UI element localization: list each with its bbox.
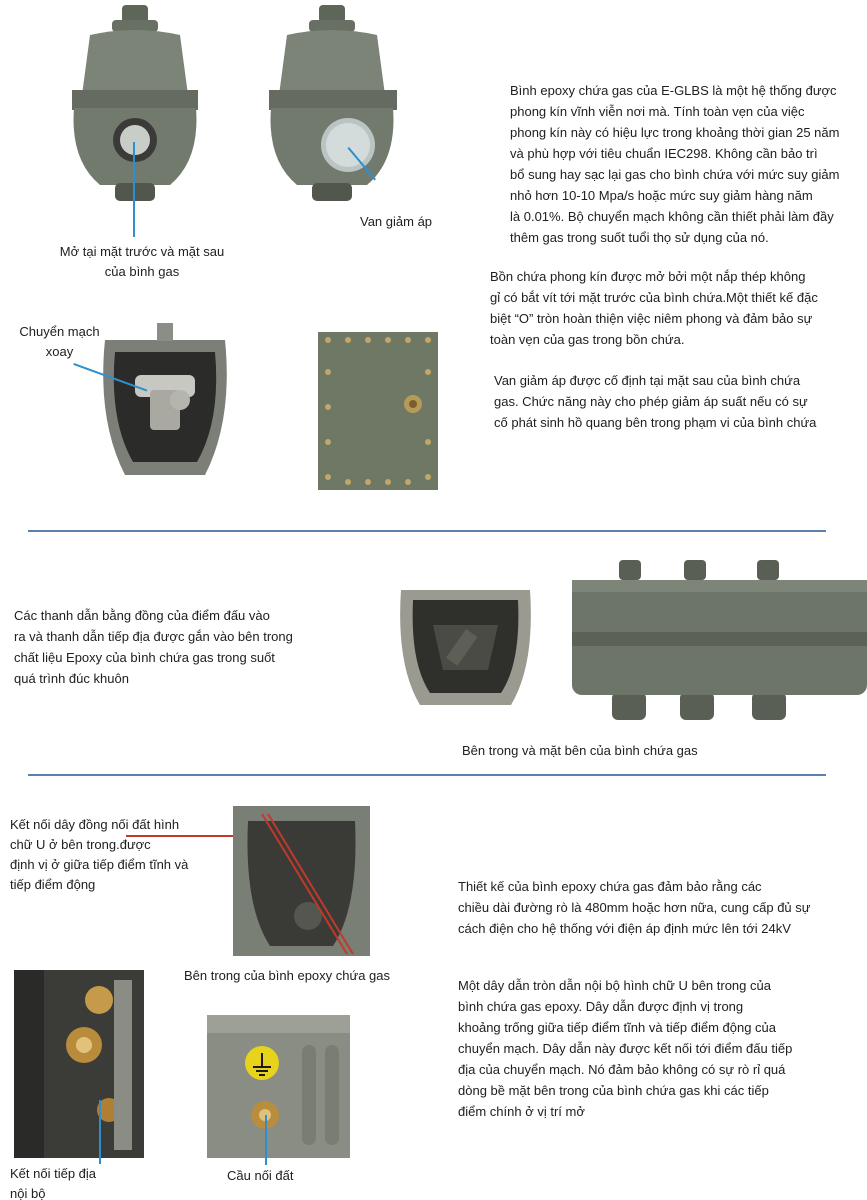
s1p1-line: bổ sung hay sạc lại gas cho bình chứa với mức suy giảm: [510, 167, 840, 182]
caption-ground-bridge: Cầu nối đất: [227, 1168, 294, 1183]
s3p2-line: điểm chính ở vị trí mở: [458, 1104, 585, 1119]
s1p2-line: toàn vẹn của gas trong bồn chứa.: [490, 332, 685, 347]
tank-front-photo: [60, 0, 210, 205]
s1p2-line: Bồn chứa phong kín được mở bởi một nắp thép không: [490, 269, 806, 284]
caption-opening-line2: của bình gas: [104, 264, 180, 279]
section2-para: [14, 605, 344, 689]
caption-switch-line1: Chuyển mạch: [19, 324, 100, 339]
leader-line-internal-ground: [99, 1100, 101, 1164]
s1p3-line: cố phát sinh hồ quang bên trong phạm vi của bình chứa: [494, 415, 817, 430]
leader-line-opening: [133, 142, 135, 237]
s1p2-line: biệt “O” tròn hoàn thiện việc niêm phong và đảm bảo sự: [490, 311, 813, 326]
tank-interior-photo: [393, 575, 538, 715]
s3p1-line: Thiết kế của bình epoxy chứa gas đảm bảo rằng các: [458, 879, 762, 894]
s3p2-line: chuyển mạch. Dây dẫn này được kết nối tới điểm đấu tiếp: [458, 1041, 793, 1056]
s1p1-line: nhỏ hơn 10-10 Mpa/s hoặc mức suy giảm hàng năm: [510, 188, 813, 203]
caption-switch-line2: xoay: [45, 344, 74, 359]
s1p2-line: gỉ có bắt vít tới mặt trước của bình chứa.Một thiết kế đặc: [490, 290, 818, 305]
caption-internal-ground: [10, 1164, 140, 1200]
section1-para2: [490, 266, 867, 350]
ground-bridge-photo: [207, 1015, 350, 1158]
s2-line: Các thanh dẫn bằng đồng của điểm đấu vào: [14, 608, 270, 623]
steel-cover-photo: [318, 332, 438, 490]
s3p2-line: địa của chuyển mạch. Nó đảm bảo không có sự rò rỉ quá: [458, 1062, 786, 1077]
tank-side-photo: [572, 552, 867, 730]
caption-copper: [10, 815, 225, 895]
s3p1-line: cách điện cho hệ thống với điện áp định mức lên tới 24kV: [458, 921, 791, 936]
s3p2-line: bình chứa gas epoxy. Dây dẫn được định vị trong: [458, 999, 744, 1014]
s3p2-line: dòng bề mặt bên trong của bình chứa gas khi các tiếp: [458, 1083, 769, 1098]
section1-para1: [510, 80, 867, 248]
s1p1-line: phong kín vĩnh viễn nơi mà. Tính toàn vẹn của việc: [510, 104, 805, 119]
s1p1-line: thêm gas trong suốt tuổi thọ sử dụng của nó.: [510, 230, 769, 245]
caption-copper-line: định vị ở giữa tiếp điểm tĩnh và: [10, 857, 189, 872]
caption-copper-line: chữ U ở bên trong.được: [10, 837, 151, 852]
internal-ground-photo: [14, 970, 144, 1158]
caption-internal-ground-line2: nội bộ: [10, 1186, 46, 1200]
s3p2-line: khoảng trống giữa tiếp điểm tĩnh và tiếp điểm động của: [458, 1020, 777, 1035]
s1p3-line: gas. Chức năng này cho phép giảm áp suất nếu có sự: [494, 394, 808, 409]
section3-para1: [458, 876, 867, 939]
s3p1-line: chiều dài đường rò là 480mm hoặc hơn nữa, cung cấp đủ sự: [458, 900, 811, 915]
section2-caption: Bên trong và mặt bên của bình chứa gas: [462, 743, 698, 758]
section3-para2: [458, 975, 867, 1122]
s2-line: chất liệu Epoxy của bình chứa gas trong suốt: [14, 650, 275, 665]
caption-copper-line: Kết nối dây đồng nối đất hình: [10, 817, 180, 832]
section-divider-1: [28, 530, 826, 532]
caption-opening: [42, 242, 242, 282]
tank-inside-photo: [233, 806, 370, 956]
s1p1-line: phong kín này có hiệu lực trong khoảng thời gian 25 năm: [510, 125, 840, 140]
s1p1-line: và phù hợp với tiêu chuẩn IEC298. Không cần bảo trì: [510, 146, 818, 161]
s1p1-line: là 0.01%. Bộ chuyển mạch không cần thiết phải làm đầy: [510, 209, 834, 224]
section1-para3: [494, 370, 867, 433]
leader-line-ground-bridge: [265, 1115, 267, 1165]
caption-copper-line: tiếp điểm động: [10, 877, 96, 892]
tank-rear-photo: [255, 0, 410, 205]
rotary-switch-photo: [95, 320, 235, 490]
s2-line: quá trình đúc khuôn: [14, 671, 129, 686]
caption-opening-line1: Mở tại mặt trước và mặt sau: [59, 244, 225, 259]
s2-line: ra và thanh dẫn tiếp địa được gắn vào bên trong: [14, 629, 293, 644]
section-divider-2: [28, 774, 826, 776]
s3p2-line: Một dây dẫn tròn dẫn nội bộ hình chữ U bên trong của: [458, 978, 771, 993]
caption-valve: Van giảm áp: [360, 214, 433, 229]
caption-switch: [12, 322, 107, 362]
s1p1-line: Bình epoxy chứa gas của E-GLBS là một hệ thống được: [510, 83, 837, 98]
caption-inside: Bên trong của bình epoxy chứa gas: [184, 968, 391, 983]
s1p3-line: Van giảm áp được cố định tại mặt sau của bình chứa: [494, 373, 801, 388]
caption-internal-ground-line1: Kết nối tiếp địa: [10, 1166, 97, 1181]
